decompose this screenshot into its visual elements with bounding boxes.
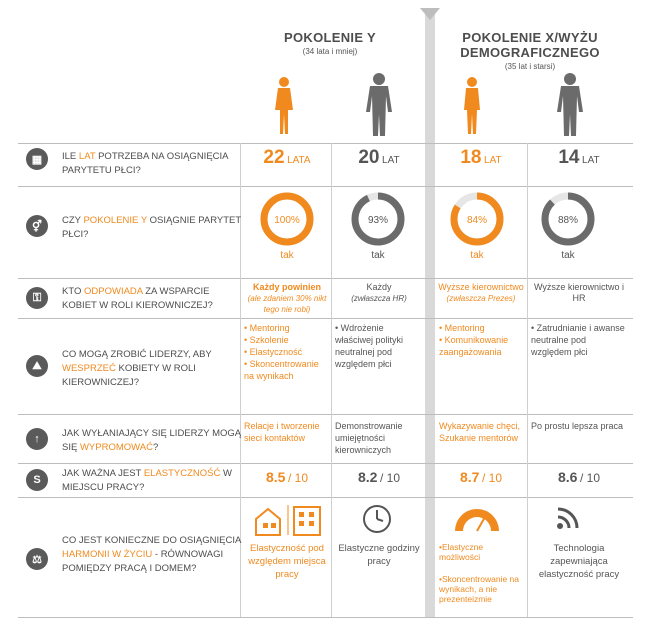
man-gen-y-icon bbox=[365, 72, 393, 138]
flex-gen-y-men: 8.2 / 10 bbox=[358, 469, 400, 485]
ring-gen-y-women bbox=[258, 190, 316, 248]
gen-x-title-line1: POKOLENIE X/WYŻU bbox=[462, 30, 598, 45]
row-divider bbox=[18, 414, 633, 415]
promote-gen-y-men: Demonstrowanie umiejętności kierowniczych bbox=[335, 421, 403, 455]
ring-gen-y-men bbox=[349, 190, 407, 248]
list-item: • Wdrożenie właściwej polityki neutralnej pod względem płci bbox=[335, 323, 404, 369]
gen-y-title: POKOLENIE Y bbox=[284, 30, 376, 45]
key-icon: ⚿ bbox=[26, 287, 48, 309]
ring-cell-2 bbox=[349, 190, 407, 270]
list-item: • Komunikowanie zaangażowania bbox=[439, 335, 509, 357]
responsible-gen-x-women: Wyższe kierownictwo (zwłaszcza Prezes) bbox=[438, 282, 524, 303]
leaders-gen-y-men bbox=[335, 322, 423, 370]
responsible-gen-y-women: Każdy powinien (ale zdaniem 30% nikt tego nie robi) bbox=[247, 282, 327, 314]
flex-gen-y-women: 8.5 / 10 bbox=[266, 469, 308, 485]
arrow-up-icon: ↑ bbox=[26, 428, 48, 450]
ring-cell-1 bbox=[258, 190, 316, 270]
calendar-icon: ▦ bbox=[26, 148, 48, 170]
row-divider bbox=[18, 497, 633, 498]
promote-gen-x-women: Wykazywanie chęci, Szukanie mentorów bbox=[439, 421, 520, 443]
list-item: • Elastyczność bbox=[244, 347, 303, 357]
question-leaders: CO MOGĄ ZROBIĆ LIDERZY, ABY WESPRZEĆ KOBIETY W ROLI KIEROWNICZEJ? bbox=[62, 349, 212, 388]
ring-answer: tak bbox=[470, 250, 484, 261]
ring-answer: tak bbox=[561, 250, 575, 261]
leaders-gen-y-women bbox=[244, 322, 330, 382]
flex-gen-x-men: 8.6 / 10 bbox=[558, 469, 600, 485]
clock-icon bbox=[361, 503, 393, 535]
gender-icon: ⚥ bbox=[26, 215, 48, 237]
woman-gen-x-icon bbox=[459, 76, 485, 136]
ring-label: 88% bbox=[557, 215, 579, 226]
row-divider bbox=[18, 186, 633, 187]
ring-cell-4 bbox=[539, 190, 597, 270]
flex-icon: S bbox=[26, 469, 48, 491]
ring-cell-3 bbox=[448, 190, 506, 270]
ring-label: 84% bbox=[466, 215, 488, 226]
ring-gen-x-men bbox=[539, 190, 597, 248]
gen-x-subtitle: (35 lat i starsi) bbox=[504, 62, 556, 71]
list-item: • Zatrudnianie i awanse neutralne pod względem płci bbox=[531, 323, 625, 357]
house-office-icon bbox=[254, 503, 324, 537]
years-gen-y-men: 20 LAT bbox=[358, 147, 400, 168]
ring-answer: tak bbox=[280, 250, 294, 261]
list-item: • Skoncentrowanie na wynikach bbox=[244, 359, 319, 381]
list-item: •Skoncentrowanie na wynikach, a nie prezenteizmie bbox=[439, 574, 520, 604]
ring-label: 100% bbox=[274, 215, 300, 226]
ring-gen-x-women bbox=[448, 190, 506, 248]
responsible-gen-y-men: Każdy (zwłaszcza HR) bbox=[351, 282, 407, 303]
years-gen-y-women: 22 LATA bbox=[263, 147, 311, 168]
column-divider bbox=[331, 143, 332, 617]
row-divider bbox=[18, 463, 633, 464]
gauge-icon bbox=[452, 503, 502, 533]
leaders-gen-x-men bbox=[531, 322, 627, 358]
leaders-gen-x-women bbox=[439, 322, 525, 358]
generation-divider bbox=[425, 12, 435, 618]
list-item: • Mentoring bbox=[439, 323, 485, 333]
wifi-icon bbox=[555, 505, 581, 531]
list-item: • Szkolenie bbox=[244, 335, 289, 345]
question-years: ILE LAT POTRZEBA NA OSIĄGNIĘCIA PARYTETU PŁCI? bbox=[62, 151, 228, 176]
question-promote: JAK WYŁANIAJĄCY SIĘ LIDERZY MOGĄ SIĘ WYPROMOWAĆ? bbox=[62, 428, 242, 453]
climb-icon: ⛰ bbox=[26, 355, 48, 377]
row-divider bbox=[18, 278, 633, 279]
gen-y-subtitle: (34 lata i mniej) bbox=[302, 47, 358, 56]
flex-gen-x-women: 8.7 / 10 bbox=[460, 469, 502, 485]
arrow-down-icon bbox=[420, 8, 440, 20]
column-divider bbox=[527, 143, 528, 617]
list-item: •Elastyczne możliwości bbox=[439, 542, 484, 562]
years-gen-x-men: 14 LAT bbox=[558, 147, 600, 168]
harmony-gen-y-women: Elastyczność pod względem miejsca pracy bbox=[248, 543, 326, 580]
harmony-gen-x-women bbox=[439, 542, 525, 604]
question-flexibility: JAK WAŻNA JEST ELASTYCZNOŚĆ W MIEJSCU PRACY? bbox=[62, 468, 232, 493]
harmony-gen-y-men: Elastyczne godziny pracy bbox=[338, 543, 420, 567]
row-divider bbox=[18, 143, 633, 144]
row-divider bbox=[18, 318, 633, 319]
ring-label: 93% bbox=[367, 215, 389, 226]
harmony-gen-x-men: Technologia zapewniająca elastyczność pracy bbox=[538, 543, 620, 580]
years-gen-x-women: 18 LAT bbox=[460, 147, 502, 168]
promote-gen-y-women: Relacje i tworzenie sieci kontaktów bbox=[244, 421, 320, 443]
question-harmony: CO JEST KONIECZNE DO OSIĄGNIĘCIA HARMONII W ŻYCIU - RÓWNOWAGI POMIĘDZY PRACĄ I DOMEM? bbox=[62, 535, 241, 574]
gen-x-title-line2: DEMOGRAFICZNEGO bbox=[460, 45, 600, 60]
promote-gen-x-men: Po prostu lepsza praca bbox=[531, 421, 624, 431]
question-parity: CZY POKOLENIE Y OSIĄGNIE PARYTET PŁCI? bbox=[62, 215, 241, 240]
woman-gen-y-icon bbox=[271, 76, 297, 136]
responsible-gen-x-men: Wyższe kierownictwo i HR bbox=[534, 282, 624, 303]
man-gen-x-icon bbox=[556, 72, 584, 138]
question-responsible: KTO ODPOWIADA ZA WSPARCIE KOBIET W ROLI KIEROWNICZEJ? bbox=[62, 286, 213, 311]
scale-icon: ⚖ bbox=[26, 548, 48, 570]
list-item: • Mentoring bbox=[244, 323, 290, 333]
ring-answer: tak bbox=[371, 250, 385, 261]
